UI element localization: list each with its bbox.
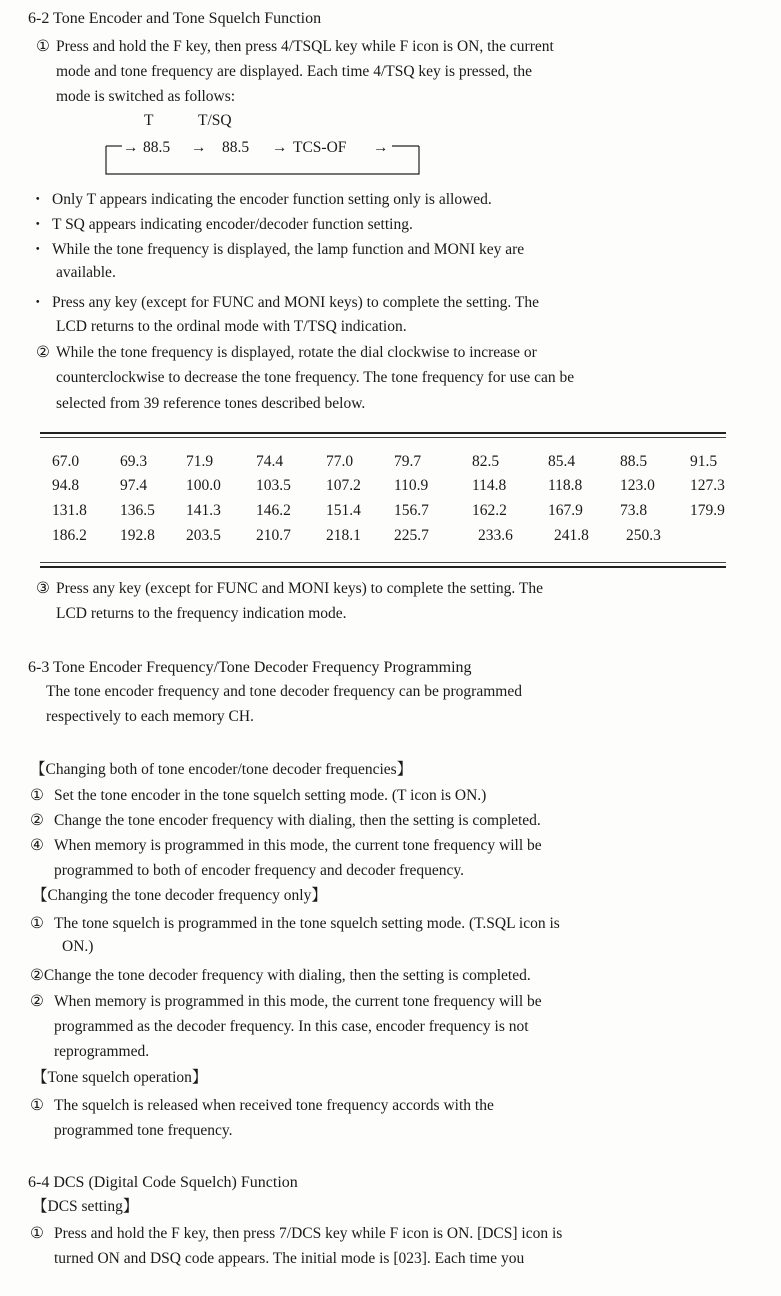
paragraph-line: Press and hold the F key, then press 7/DCS key while F icon is ON. [DCS] icon is: [54, 1225, 563, 1242]
subheading: 【Changing both of tone encoder/tone decoder frequencies】: [30, 761, 413, 778]
table-top-rule-thin: [40, 437, 726, 438]
subheading: 【Tone squelch operation】: [32, 1069, 208, 1086]
paragraph-line: mode is switched as follows:: [56, 88, 236, 105]
paragraph-line: Set the tone encoder in the tone squelch setting mode. (T icon is ON.): [54, 787, 487, 804]
table-top-rule: [40, 432, 726, 434]
tone-cell: 67.0: [52, 453, 80, 470]
table-bottom-rule-thin: [40, 562, 726, 563]
tone-cell: 156.7: [394, 502, 429, 519]
tone-cell: 103.5: [256, 477, 291, 494]
paragraph-line: The squelch is released when received tone frequency accords with the: [54, 1097, 494, 1114]
tone-cell: 250.3: [626, 527, 661, 544]
cycle-value-t: 88.5: [143, 139, 171, 156]
paragraph-line: turned ON and DSQ code appears. The initial mode is [023]. Each time you: [54, 1250, 525, 1267]
tone-cell: 233.6: [478, 527, 513, 544]
step-marker: ①: [30, 1097, 44, 1114]
tone-cell: 141.3: [186, 502, 221, 519]
tone-cell: 146.2: [256, 502, 291, 519]
tone-cell: 151.4: [326, 502, 361, 519]
tone-cell: 91.5: [690, 453, 718, 470]
tone-cell: 73.8: [620, 502, 648, 519]
tone-cell: 186.2: [52, 527, 87, 544]
paragraph-line: Press and hold the F key, then press 4/TSQL key while F icon is ON, the current: [56, 38, 554, 55]
tone-cell: 74.4: [256, 453, 284, 470]
paragraph-line: selected from 39 reference tones described below.: [56, 395, 366, 412]
section-6-2-title: 6-2 Tone Encoder and Tone Squelch Function: [28, 10, 322, 27]
bullet-marker: ・: [30, 191, 46, 208]
cycle-arrow: →: [123, 139, 139, 156]
paragraph-line: While the tone frequency is displayed, rotate the dial clockwise to increase or: [56, 344, 537, 361]
cycle-label-t: T: [144, 112, 154, 129]
bullet-line: available.: [56, 264, 116, 281]
tone-cell: 131.8: [52, 502, 87, 519]
paragraph-line: The tone encoder frequency and tone decoder frequency can be programmed: [46, 683, 522, 700]
tone-cell: 114.8: [472, 477, 507, 494]
step-marker: ①: [30, 787, 44, 804]
step-marker: ①: [36, 38, 50, 55]
tone-cell: 225.7: [394, 527, 429, 544]
subheading: 【Changing the tone decoder frequency only】: [32, 887, 327, 904]
tone-cell: 88.5: [620, 453, 648, 470]
paragraph-line: When memory is programmed in this mode, the current tone frequency will be: [54, 837, 542, 854]
cycle-arrow: →: [373, 139, 389, 156]
tone-cell: 162.2: [472, 502, 507, 519]
tone-cell: 110.9: [394, 477, 429, 494]
cycle-arrow: →: [272, 139, 288, 156]
cycle-label-tsq: T/SQ: [198, 112, 232, 129]
step-marker: ①: [30, 1225, 44, 1242]
table-bottom-rule: [40, 566, 726, 568]
paragraph-line: ②Change the tone decoder frequency with dialing, then the setting is completed.: [30, 967, 531, 984]
section-6-3-title: 6-3 Tone Encoder Frequency/Tone Decoder Frequency Programming: [28, 659, 472, 676]
tone-cell: 97.4: [120, 477, 148, 494]
bullet-line: T SQ appears indicating encoder/decoder function setting.: [52, 216, 413, 233]
cycle-value-off: TCS-OF: [293, 139, 347, 156]
paragraph-line: LCD returns to the frequency indication mode.: [56, 605, 347, 622]
bullet-line: Press any key (except for FUNC and MONI keys) to complete the setting. The: [52, 294, 539, 311]
step-marker: ②: [30, 812, 44, 829]
tone-cell: 94.8: [52, 477, 80, 494]
cycle-loop-line: [0, 0, 781, 200]
bullet-line: Only T appears indicating the encoder function setting only is allowed.: [52, 191, 492, 208]
tone-cell: 210.7: [256, 527, 291, 544]
bullet-marker: ・: [30, 241, 46, 258]
tone-cell: 82.5: [472, 453, 500, 470]
paragraph-line: Press any key (except for FUNC and MONI keys) to complete the setting. The: [56, 580, 543, 597]
tone-cell: 107.2: [326, 477, 361, 494]
paragraph-line: The tone squelch is programmed in the tone squelch setting mode. (T.SQL icon is: [54, 915, 560, 932]
tone-cell: 218.1: [326, 527, 361, 544]
bullet-marker: ・: [30, 294, 46, 311]
paragraph-line: respectively to each memory CH.: [46, 708, 254, 725]
paragraph-line: mode and tone frequency are displayed. Each time 4/TSQ key is pressed, the: [56, 63, 533, 80]
paragraph-line: programmed as the decoder frequency. In this case, encoder frequency is not: [54, 1018, 529, 1035]
tone-cell: 136.5: [120, 502, 155, 519]
bullet-line: While the tone frequency is displayed, the lamp function and MONI key are: [52, 241, 525, 258]
tone-cell: 118.8: [548, 477, 583, 494]
tone-cell: 203.5: [186, 527, 221, 544]
tone-cell: 71.9: [186, 453, 214, 470]
tone-cell: 85.4: [548, 453, 576, 470]
paragraph-line: ON.): [62, 938, 94, 955]
paragraph-line: reprogrammed.: [54, 1043, 150, 1060]
cycle-value-tsq: 88.5: [222, 139, 250, 156]
step-marker: ②: [36, 344, 50, 361]
paragraph-line: programmed tone frequency.: [54, 1122, 233, 1139]
step-marker: ②: [30, 993, 44, 1010]
tone-cell: 127.3: [690, 477, 725, 494]
cycle-arrow: →: [191, 139, 207, 156]
tone-cell: 241.8: [554, 527, 589, 544]
section-6-4-title: 6-4 DCS (Digital Code Squelch) Function: [28, 1174, 298, 1191]
subheading: 【DCS setting】: [32, 1198, 139, 1215]
tone-cell: 69.3: [120, 453, 148, 470]
tone-cell: 79.7: [394, 453, 422, 470]
step-marker: ③: [36, 580, 50, 597]
step-marker: ④: [30, 837, 44, 854]
step-marker: ①: [30, 915, 44, 932]
tone-cell: 192.8: [120, 527, 155, 544]
tone-cell: 167.9: [548, 502, 583, 519]
paragraph-line: Change the tone encoder frequency with dialing, then the setting is completed.: [54, 812, 541, 829]
tone-cell: 100.0: [186, 477, 221, 494]
paragraph-line: counterclockwise to decrease the tone frequency. The tone frequency for use can be: [56, 369, 575, 386]
paragraph-line: When memory is programmed in this mode, the current tone frequency will be: [54, 993, 542, 1010]
bullet-line: LCD returns to the ordinal mode with T/TSQ indication.: [56, 318, 407, 335]
bullet-marker: ・: [30, 216, 46, 233]
tone-cell: 77.0: [326, 453, 354, 470]
tone-cell: 123.0: [620, 477, 655, 494]
tone-cell: 179.9: [690, 502, 725, 519]
paragraph-line: programmed to both of encoder frequency and decoder frequency.: [54, 862, 464, 879]
